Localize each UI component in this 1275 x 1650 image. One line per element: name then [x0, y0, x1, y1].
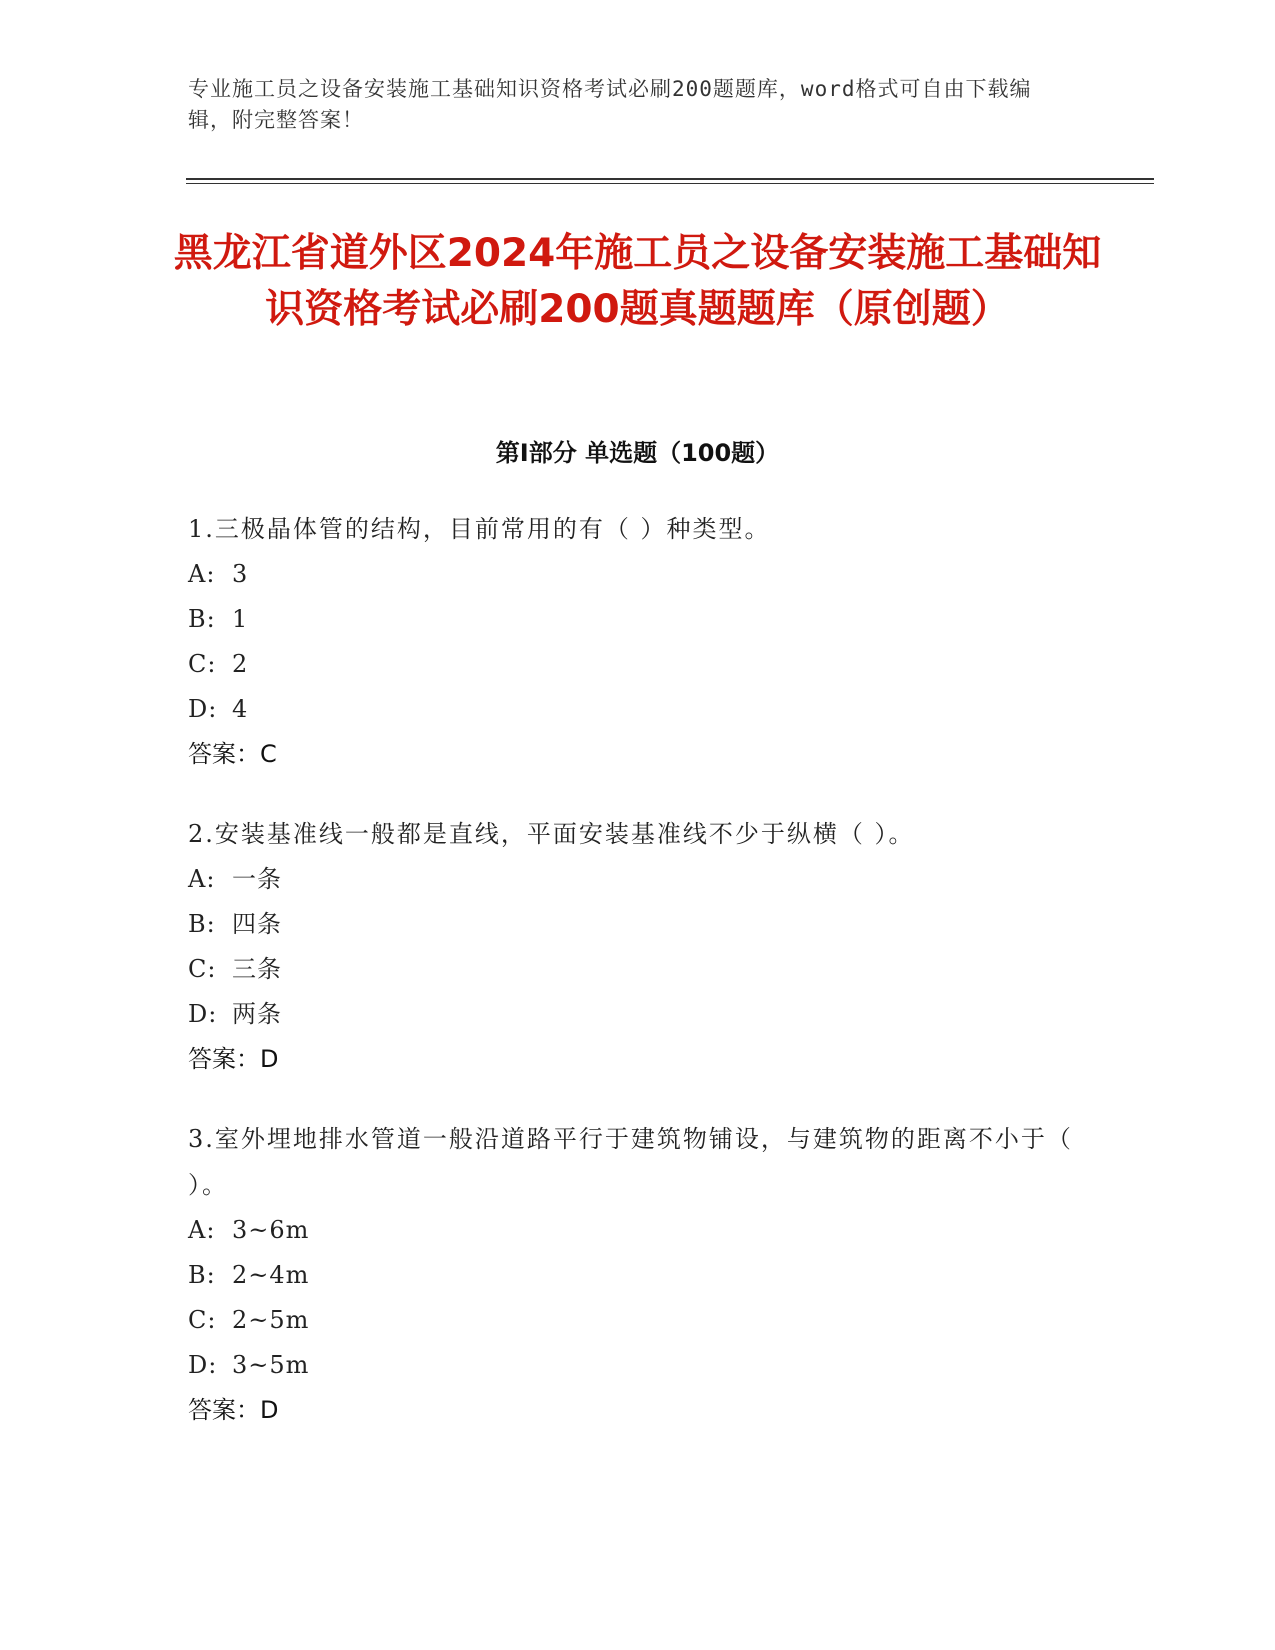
option-key: C:: [188, 1306, 217, 1334]
section-title: 第Ⅰ部分 单选题（100题）: [495, 439, 780, 467]
question-1: [188, 506, 1088, 777]
option-d: [188, 1343, 1088, 1388]
question-stem: 1.三极晶体管的结构，目前常用的有（ ）种类型。: [188, 515, 771, 543]
question-stem: 2.安装基准线一般都是直线，平面安装基准线不少于纵横（ ）。: [188, 820, 915, 848]
option-a: [188, 552, 1088, 597]
option-b: [188, 597, 1088, 642]
option-text: 2~4m: [232, 1261, 310, 1289]
option-text: 3: [232, 560, 249, 588]
option-key: D:: [188, 695, 218, 723]
option-d: [188, 992, 1088, 1037]
option-b: [188, 1253, 1088, 1298]
option-key: C:: [188, 650, 217, 678]
option-c: [188, 642, 1088, 687]
document-title: 黑龙江省道外区2024年施工员之设备安装施工基础知识资格考试必刷200题真题题库（原创题）: [173, 231, 1102, 332]
option-key: D:: [188, 1000, 218, 1028]
option-key: B:: [188, 1261, 216, 1289]
option-c: [188, 1298, 1088, 1343]
option-key: B:: [188, 605, 216, 633]
option-text: 两条: [232, 1000, 282, 1028]
answer: 答案：D: [188, 1045, 279, 1073]
option-text: 2~5m: [232, 1306, 310, 1334]
header-divider-thin: [186, 183, 1154, 184]
option-text: 3~5m: [232, 1351, 310, 1379]
option-text: 3~6m: [232, 1216, 310, 1244]
question-3: [188, 1116, 1088, 1433]
answer: 答案：D: [188, 1396, 279, 1424]
option-text: 一条: [232, 865, 282, 893]
option-key: A:: [188, 865, 216, 893]
option-text: 4: [232, 695, 249, 723]
option-a: [188, 857, 1088, 902]
option-key: A:: [188, 1216, 216, 1244]
option-d: [188, 687, 1088, 732]
option-a: [188, 1208, 1088, 1253]
option-text: 2: [232, 650, 249, 678]
option-key: A:: [188, 560, 216, 588]
option-text: 1: [232, 605, 249, 633]
question-stem: 3.室外埋地排水管道一般沿道路平行于建筑物铺设，与建筑物的距离不小于（ ）。: [188, 1125, 1073, 1199]
option-c: [188, 947, 1088, 992]
header-divider-thick: [186, 178, 1154, 180]
question-2: [188, 811, 1088, 1082]
option-b: [188, 902, 1088, 947]
option-key: D:: [188, 1351, 218, 1379]
option-key: C:: [188, 955, 217, 983]
answer: 答案：C: [188, 740, 277, 768]
option-text: 四条: [232, 910, 282, 938]
option-key: B:: [188, 910, 216, 938]
option-text: 三条: [232, 955, 282, 983]
header-note: 专业施工员之设备安装施工基础知识资格考试必刷200题题库，word格式可自由下载编辑，附完整答案！: [188, 77, 1032, 132]
